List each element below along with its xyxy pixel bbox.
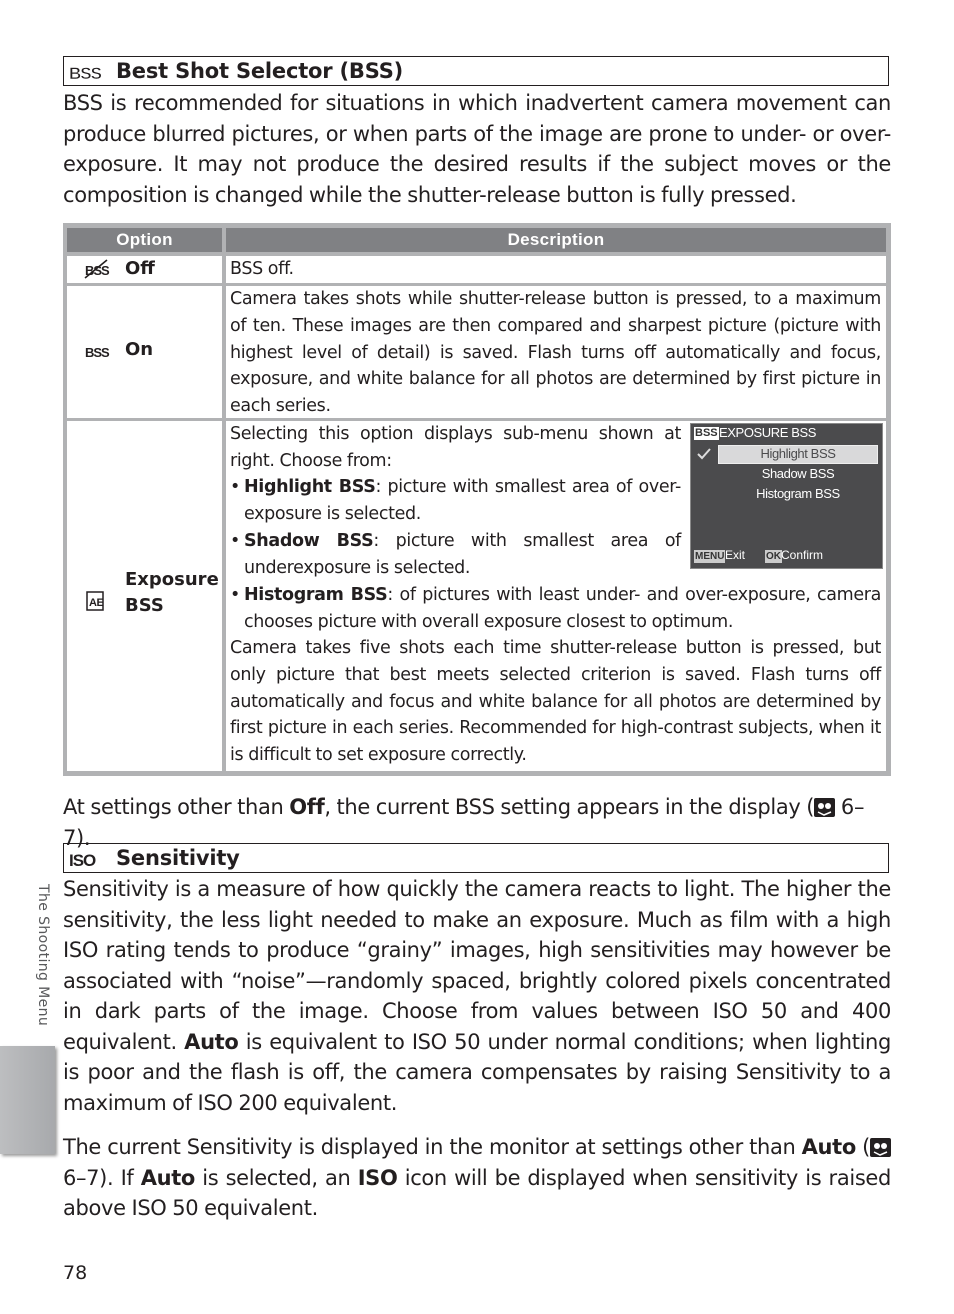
- reference-icon: [870, 1138, 891, 1157]
- screen-item-histogram: Histogram BSS: [756, 486, 840, 501]
- page-number: 78: [63, 1262, 88, 1284]
- exposure-bullet-1: • Highlight BSS: picture with smallest area of over-exposure is selected.: [230, 474, 681, 528]
- exposure-bullet-3: • Histogram BSS: of pictures with least under- and over-exposure, camera chooses picture with overall exposure closest to optimum.: [230, 582, 881, 636]
- sensitivity-paragraph-2: The current Sensitivity is displayed in the monitor at settings other than Auto ( 6–7). If Auto is selected, an ISO icon will be displayed when sensitivity is raised above ISO 50 equivalent.: [63, 1135, 891, 1220]
- bss-on-icon: [85, 341, 107, 361]
- exposure-bullet-2: • Shadow BSS: picture with smallest area of underexposure is selected.: [230, 528, 681, 582]
- svg-text:BSS: BSS: [85, 345, 109, 360]
- svg-text:BSS: BSS: [69, 64, 101, 83]
- sensitivity-section-title: Sensitivity: [116, 846, 240, 870]
- screen-exit-label: Exit: [725, 548, 746, 562]
- option-off-description: BSS off.: [230, 259, 294, 279]
- side-tab-block: [0, 1046, 55, 1154]
- screen-title: EXPOSURE BSS: [719, 425, 817, 440]
- col-header-option: Option: [67, 228, 222, 252]
- bss-note: At settings other than Off, the current BSS setting appears in the display ( 6–7).: [63, 795, 865, 850]
- screen-item-shadow: Shadow BSS: [761, 466, 835, 481]
- screen-confirm-label: Confirm: [781, 548, 824, 562]
- table-row-exposure-option: [67, 421, 222, 771]
- table-row-off-description: [226, 256, 886, 283]
- option-on-label: On: [125, 339, 154, 360]
- sensitivity-paragraph-1: Sensitivity is a measure of how quickly the camera reacts to light. The higher the sensitivity, the less light needed to make an exposure. Much as film with a high ISO rating tends to produce “grainy” images, high sensitivities may however be associated with “noise”—randomly spaced, brightly colored pixels concentrated in dark parts of the image. Choose from values between ISO 50 and 400 equivalent. Auto is equivalent to ISO 50 under normal conditions; when lighting is poor and the flash is off, the camera compensates by raising Sensitivity to a maximum of ISO 200 equivalent.: [63, 877, 892, 1115]
- svg-text:AE: AE: [89, 597, 104, 609]
- option-exposure-label-1: Exposure: [125, 569, 219, 590]
- side-tab-label-wrap: [27, 884, 57, 1034]
- bss-section-title: Best Shot Selector (BSS): [116, 59, 404, 83]
- screen-ok-icon: OK: [766, 551, 781, 562]
- side-tab-label: The Shooting Menu: [35, 884, 51, 1027]
- exposure-intro: Selecting this option displays sub-menu shown at right. Choose from:: [230, 424, 681, 471]
- table-row-off-option: [67, 256, 222, 283]
- screen-bss-icon: BSS: [695, 427, 718, 439]
- table-row-on-description: [226, 286, 886, 418]
- screen-item-highlight: Highlight BSS: [760, 446, 836, 461]
- checkmark-icon: [697, 448, 711, 460]
- exposure-bss-icon: [85, 591, 107, 611]
- col-header-description: Description: [226, 228, 886, 252]
- bss-intro: BSS is recommended for situations in which inadvertent camera movement can produce blurred pictures, or when parts of the image are prone to under- or over-exposure. It may not produce the desired results if the subject moves or the composition is changed while the shutter-release button is fully pressed.: [63, 91, 891, 207]
- bss-off-icon: [85, 259, 107, 279]
- bss-section-header: [63, 56, 889, 86]
- screen-menu-icon: MENU: [695, 551, 725, 562]
- table-row-on-option: [67, 286, 222, 418]
- exposure-bss-screen: [690, 423, 883, 569]
- bss-icon: [68, 59, 101, 83]
- svg-text:BSS: BSS: [85, 263, 109, 278]
- option-off-label: Off: [125, 258, 155, 279]
- reference-icon: [814, 798, 835, 817]
- option-on-description: Camera takes shots while shutter-release button is pressed, to a maximum of ten. These images are then compared and sharpest picture (picture with highest level of detail) is saved. Flash turns off automatically and focus, exposure, and white balance for all photos are determined by first picture in each series.: [230, 289, 881, 417]
- exposure-outro: Camera takes five shots each time shutter-release button is pressed, but only picture that best meets selected criterion is saved. Flash turns off automatically and focus and white balance for all photos are determined by first picture in each series. Recommended for high-contrast subjects, when it is difficult to set exposure correctly.: [230, 638, 881, 766]
- iso-icon: [68, 846, 94, 870]
- sensitivity-section-header: [63, 843, 889, 873]
- option-exposure-label-2: BSS: [125, 595, 164, 616]
- svg-text:ISO: ISO: [69, 851, 96, 870]
